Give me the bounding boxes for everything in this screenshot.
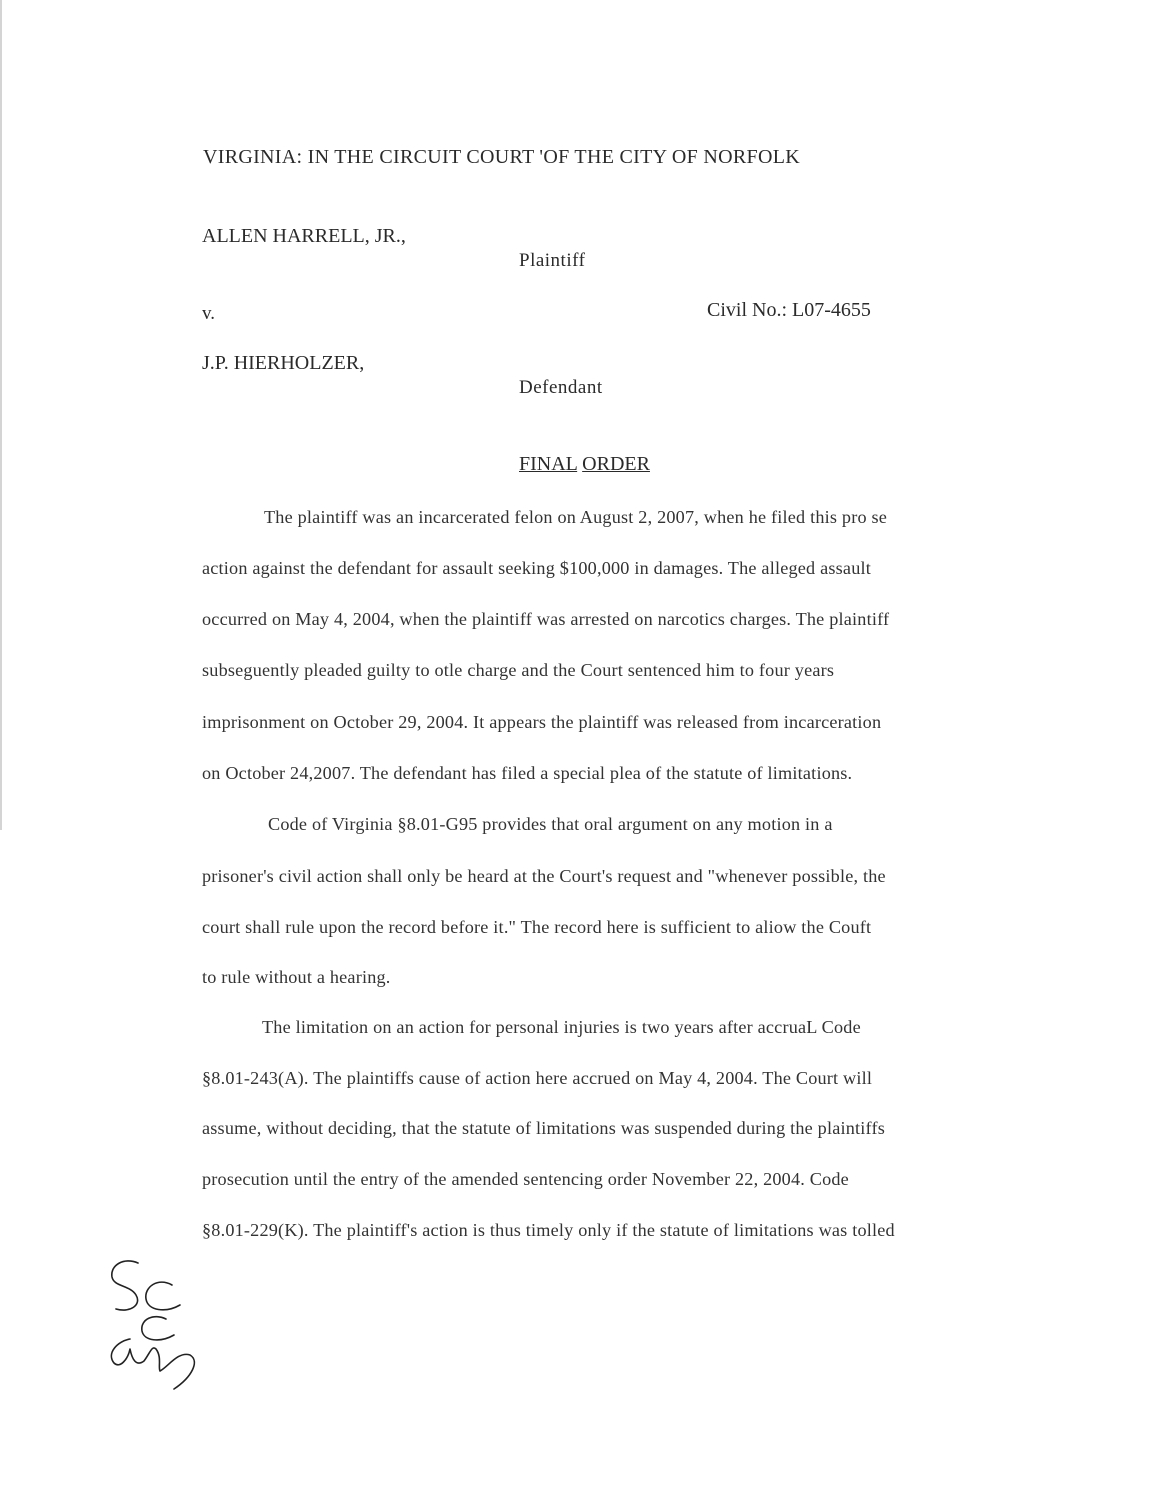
initial-c-stroke-2	[142, 1317, 174, 1340]
initial-s-stroke	[112, 1261, 138, 1310]
body-line: §8.01-243(A). The plaintiffs cause of action here accrued on May 4, 2004. The Court will	[202, 1068, 873, 1088]
order-title-part1: FINAL	[519, 453, 578, 475]
order-title	[519, 453, 650, 476]
order-title-part2: ORDER	[582, 453, 650, 475]
body-line: Code of Virginia §8.01-G95 provides that oral argument on any motion in a	[268, 814, 833, 834]
defendant-name: J.P. HIERHOLZER,	[202, 352, 365, 374]
initial-c-stroke-1	[146, 1282, 180, 1310]
initial-m-stroke	[111, 1339, 194, 1389]
handwritten-initials	[100, 1255, 210, 1395]
civil-number: Civil No.: L07-4655	[707, 299, 871, 321]
body-line: subseguently pleaded guilty to otle charge and the Court sentenced him to four years	[202, 660, 835, 680]
body-line: prosecution until the entry of the amended sentencing order November 22, 2004. Code	[202, 1169, 849, 1189]
body-line: assume, without deciding, that the statute of limitations was suspended during the plaintiffs	[202, 1118, 886, 1138]
body-line: The limitation on an action for personal injuries is two years after accruaL Code	[262, 1017, 861, 1037]
versus-label: v.	[202, 303, 216, 324]
body-line: occurred on May 4, 2004, when the plaintiff was arrested on narcotics charges. The plaintiff	[202, 609, 890, 629]
body-line: on October 24,2007. The defendant has filed a special plea of the statute of limitations.	[202, 763, 853, 783]
body-line: to rule without a hearing.	[202, 967, 391, 987]
plaintiff-name: ALLEN HARRELL, JR.,	[202, 225, 406, 247]
defendant-label: Defendant	[519, 377, 603, 398]
body-line: The plaintiff was an incarcerated felon on August 2, 2007, when he filed this pro se	[264, 507, 888, 527]
body-line: §8.01-229(K). The plaintiff's action is thus timely only if the statute of limitations was tolled	[202, 1220, 895, 1240]
body-line: imprisonment on October 29, 2004. It appears the plaintiff was released from incarceration	[202, 712, 882, 732]
page-edge-line	[0, 0, 2, 830]
body-line: prisoner's civil action shall only be heard at the Court's request and "whenever possible, the	[202, 866, 886, 886]
body-line: court shall rule upon the record before it." The record here is sufficient to aliow the Couft	[202, 917, 872, 937]
plaintiff-label: Plaintiff	[519, 250, 586, 271]
body-line: action against the defendant for assault seeking $100,000 in damages. The alleged assault	[202, 558, 871, 578]
court-header: VIRGINIA: IN THE CIRCUIT COURT 'OF THE CITY OF NORFOLK	[203, 146, 800, 168]
